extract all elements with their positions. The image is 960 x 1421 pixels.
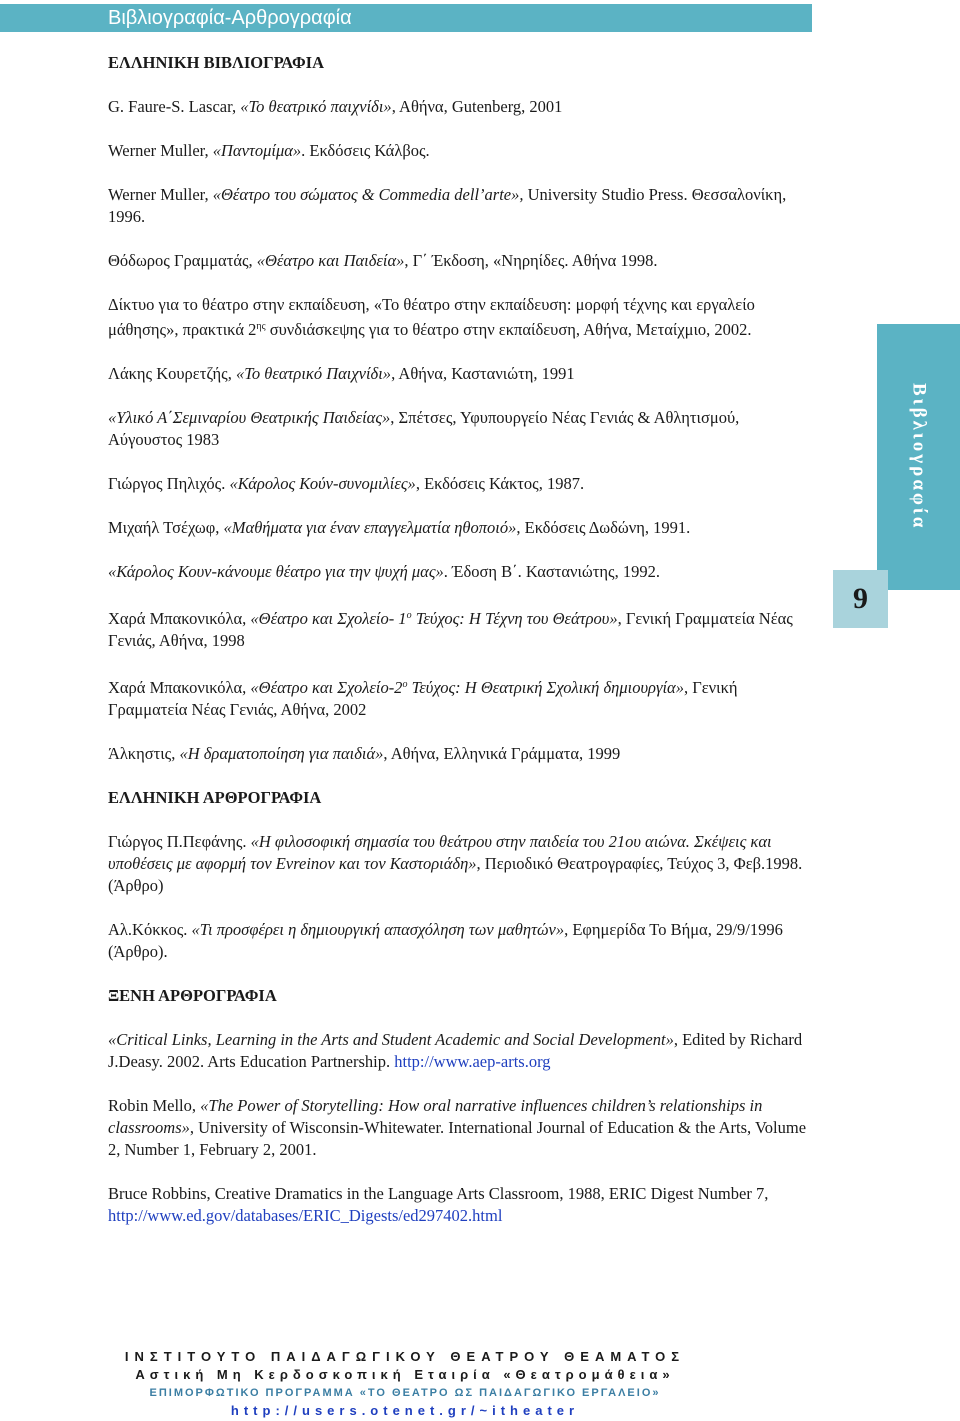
- page-number-box: [833, 570, 888, 628]
- entry-superscript: ο: [406, 610, 412, 621]
- side-tab-label: Βιβλιογραφία: [908, 383, 930, 531]
- footer-url[interactable]: http://users.otenet.gr/~itheater: [230, 1403, 580, 1418]
- entry-details: , Αθήνα, Gutenberg, 2001: [391, 97, 563, 116]
- entry-details: , Εκδόσεις Δωδώνη, 1991.: [516, 518, 691, 537]
- entry-title: «Θέατρο και Παιδεία»: [256, 251, 405, 270]
- section-heading-greek-articles: ΕΛΛΗΝΙΚΗ ΑΡΘΡΟΓΡΑΦΙΑ: [108, 788, 322, 807]
- entry-author: Δίκτυο για το θέατρο στην εκπαίδευση, «Το θέατρο στην εκπαίδευση: μορφή τέχνης και εργαλείο μάθησης», πρακτικά 2: [108, 295, 755, 339]
- entry-title: «Υλικό Α΄Σεμιναρίου Θεατρικής Παιδείας»: [108, 408, 391, 427]
- entry-details: , Αθήνα, Ελληνικά Γράμματα, 1999: [383, 744, 621, 763]
- footer-company: Αστική Μη Κερδοσκοπική Εταιρία «Θεατρομάθεια»: [135, 1367, 675, 1382]
- entry-details: , Αθήνα, Καστανιώτη, 1991: [391, 364, 575, 383]
- entry-link[interactable]: http://www.aep-arts.org: [394, 1052, 551, 1071]
- entry-author: Bruce Robbins, Creative Dramatics in the Language Arts Classroom, 1988, ERIC Digest Number 7,: [108, 1184, 769, 1203]
- entry-author: Άλκηστις,: [108, 744, 180, 763]
- bibliography-entry: [108, 294, 808, 341]
- bibliography-entry: [108, 674, 808, 721]
- entry-superscript: ης: [256, 321, 266, 332]
- footer: [0, 1348, 810, 1420]
- entry-details: , Σπέτσες, Υφυπουργείο Νέας Γενιάς & Αθλητισμού, Αύγουστος 1983: [108, 408, 740, 449]
- entry-details: University Studio Press. Θεσσαλονίκη, 1996.: [108, 185, 787, 226]
- greek-bibliography-list: [108, 96, 808, 765]
- entry-title: «Θέατρο και Σχολείο- 1: [250, 609, 407, 628]
- entry-details: , Γενική Γραμματεία Νέας Γενιάς, Αθήνα, 1998: [108, 609, 793, 650]
- entry-author: Robin Mello,: [108, 1096, 201, 1115]
- bibliography-entry: [108, 473, 808, 495]
- entry-title: «Critical Links, Learning in the Arts and Student Academic and Social Development»: [108, 1030, 674, 1049]
- side-tab-label-wrap: [877, 324, 960, 590]
- entry-author: Werner Muller,: [108, 185, 213, 204]
- entry-details: , Γενική Γραμματεία Νέας Γενιάς, Αθήνα, 2002: [108, 678, 738, 719]
- entry-author: Γιώργος Π.Πεφάνης.: [108, 832, 251, 851]
- page-number: 9: [853, 582, 868, 615]
- entry-details: , Περιοδικό Θεατρογραφίες, Τεύχος 3, Φεβ.1998. (Άρθρο): [108, 854, 803, 895]
- entry-title: «Θέατρο και Σχολείο-2: [250, 678, 403, 697]
- entry-details: , Εκδόσεις Κάκτος, 1987.: [415, 474, 585, 493]
- bibliography-entry: [108, 743, 808, 765]
- greek-articles-list: [108, 831, 808, 963]
- foreign-articles-list: [108, 1029, 808, 1227]
- entry-title: «Η φιλοσοφική σημασία του θεάτρου στην παιδεία του 21ου αιώνα. Σκέψεις και υποθέσεις με αφορμή τον Evreinov και τον Καστοριάδη»: [108, 832, 772, 873]
- bibliography-entry: [108, 561, 808, 583]
- bibliography-entry: [108, 96, 808, 118]
- entry-title: «Μαθήματα για έναν επαγγελματία ηθοποιό»: [223, 518, 517, 537]
- entry-author: Χαρά Μπακονικόλα,: [108, 609, 251, 628]
- entry-title-cont: Τεύχος: Η Θεατρική Σχολική δημιουργία»: [407, 678, 684, 697]
- entry-title: «Θέατρο του σώματος & Commedia dell’arte»,: [212, 185, 524, 204]
- page-title: Βιβλιογραφία-Αρθρογραφία: [108, 7, 352, 29]
- bibliography-entry: [108, 1183, 808, 1227]
- entry-details: , University of Wisconsin-Whitewater. International Journal of Education & the Arts, Volume 2, Number 1, February 2, 2001.: [108, 1118, 807, 1159]
- entry-author: Γιώργος Πηλιχός.: [108, 474, 230, 493]
- bibliography-entry: [108, 517, 808, 539]
- entry-title: «Το θεατρικό Παιχνίδι»: [235, 364, 392, 383]
- entry-author: Werner Muller,: [108, 141, 213, 160]
- footer-institute: ΙΝΣΤΙΤΟΥΤΟ ΠΑΙΔΑΓΩΓΙΚΟΥ ΘΕΑΤΡΟΥ ΘΕΑΜΑΤΟΣ: [124, 1349, 686, 1364]
- entry-title: «Παντομίμα»: [212, 141, 302, 160]
- footer-program: ΕΠΙΜΟΡΦΩΤΙΚΟ ΠΡΟΓΡΑΜΜΑ «ΤΟ ΘΕΑΤΡΟ ΩΣ ΠΑΙΔΑΓΩΓΙΚΟ ΕΡΓΑΛΕΙΟ»: [149, 1387, 661, 1399]
- entry-title: «Το θεατρικό παιχνίδι»: [240, 97, 392, 116]
- entry-title: «Η δραματοποίηση για παιδιά»: [179, 744, 384, 763]
- bibliography-entry: [108, 140, 808, 162]
- entry-title: «Κάρολος Κούν-συνομιλίες»: [229, 474, 416, 493]
- entry-title: «Κάρολος Κουν-κάνουμε θέατρο για την ψυχή μας»: [108, 562, 444, 581]
- entry-author: G. Faure-S. Lascar,: [108, 97, 241, 116]
- bibliography-content: [108, 52, 808, 1249]
- entry-details: , Εφημερίδα Το Βήμα, 29/9/1996 (Άρθρο).: [108, 920, 783, 961]
- entry-details: συνδιάσκεψης για το θέατρο στην εκπαίδευση, Αθήνα, Μεταίχμιο, 2002.: [265, 320, 752, 339]
- section-heading-foreign-articles: ΞΕΝΗ ΑΡΘΡΟΓΡΑΦΙΑ: [108, 986, 277, 1005]
- bibliography-entry: [108, 1029, 808, 1073]
- entry-link[interactable]: http://www.ed.gov/databases/ERIC_Digests/ed297402.html: [108, 1206, 503, 1225]
- bibliography-entry: [108, 919, 808, 963]
- bibliography-entry: [108, 407, 808, 451]
- bibliography-entry: [108, 363, 808, 385]
- entry-author: Χαρά Μπακονικόλα,: [108, 678, 251, 697]
- section-heading-greek-bibliography: ΕΛΛΗΝΙΚΗ ΒΙΒΛΙΟΓΡΑΦΙΑ: [108, 53, 325, 72]
- entry-author: Μιχαήλ Τσέχωφ,: [108, 518, 224, 537]
- entry-details: , Edited by Richard J.Deasy. 2002. Arts Education Partnership.: [108, 1030, 803, 1071]
- entry-superscript: ο: [402, 679, 408, 690]
- bibliography-entry: [108, 184, 808, 228]
- entry-title-cont: Τεύχος: Η Τέχνη του Θεάτρου»: [411, 609, 618, 628]
- entry-author: Αλ.Κόκκος.: [108, 920, 192, 939]
- entry-details: . Έδοση Β΄. Καστανιώτης, 1992.: [443, 562, 660, 581]
- entry-details: , Γ΄ Έκδοση, «Νηρηίδες. Αθήνα 1998.: [404, 251, 658, 270]
- bibliography-entry: [108, 1095, 808, 1161]
- bibliography-entry: [108, 250, 808, 272]
- bibliography-entry: [108, 605, 808, 652]
- bibliography-entry: [108, 831, 808, 897]
- entry-title: «Τι προσφέρει η δημιουργική απασχόληση των μαθητών»: [191, 920, 565, 939]
- entry-author: Λάκης Κουρετζής,: [108, 364, 236, 383]
- entry-details: . Εκδόσεις Κάλβος.: [301, 141, 430, 160]
- entry-title: «The Power of Storytelling: How oral narrative influences children’s relationships in classrooms»: [108, 1096, 763, 1137]
- entry-author: Θόδωρος Γραμματάς,: [108, 251, 257, 270]
